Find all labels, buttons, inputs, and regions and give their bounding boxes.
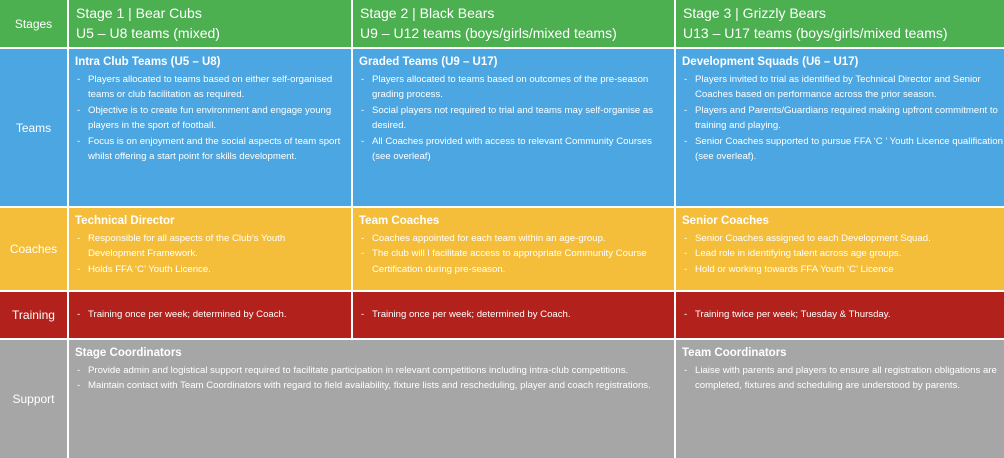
coaches-stage-3 — [676, 208, 1004, 292]
teams-stage-3 — [676, 49, 1004, 208]
list-item: - Players allocated to teams based on outcomes of the pre-season grading process. — [359, 72, 667, 103]
row-label-support: Support — [0, 340, 67, 458]
list-item: - Responsible for all aspects of the Club’s Youth Development Framework. — [75, 231, 344, 262]
list-item: - Social players not required to trial and teams may self-organise as desired. — [359, 103, 667, 134]
support-team-coordinators — [676, 340, 1004, 458]
coaches-stage-2 — [353, 208, 674, 292]
coaches-heading: Technical Director — [75, 215, 175, 227]
row-label-stages: Stages — [0, 0, 67, 49]
stage-subtitle: U9 – U12 teams (boys/girls/mixed teams) — [360, 25, 617, 41]
stage-3-header — [676, 0, 1004, 49]
stage-subtitle: U5 – U8 teams (mixed) — [76, 25, 220, 41]
teams-heading: Graded Teams (U9 – U17) — [359, 56, 498, 68]
coaches-heading: Senior Coaches — [682, 215, 769, 227]
list-item: - Lead role in identifying talent across age groups. — [682, 246, 1003, 261]
list-item: - Senior Coaches assigned to each Development Squad. — [682, 231, 1003, 246]
list-item: - Focus is on enjoyment and the social aspects of team sport whilst offering a start point for skills development. — [75, 134, 344, 165]
training-stage-3 — [676, 292, 1004, 340]
list-item: - Players invited to trial as identified by Technical Director and Senior Coaches based on performance across the prior season. — [682, 72, 1003, 103]
list-item: - Coaches appointed for each team within an age-group. — [359, 231, 667, 246]
list-item: - Maintain contact with Team Coordinators with regard to field availability, fixture lists and rescheduling, player and coach registrations. — [75, 378, 667, 393]
list-item: - Training twice per week; Tuesday & Thursday. — [682, 307, 891, 322]
row-label-teams: Teams — [0, 49, 67, 208]
coaches-heading: Team Coaches — [359, 215, 440, 227]
stage-title: Stage 1 | Bear Cubs — [76, 5, 202, 21]
stage-1-header — [69, 0, 351, 49]
teams-heading: Development Squads (U6 – U17) — [682, 56, 859, 68]
list-item: - Hold or working towards FFA Youth ‘C’ Licence — [682, 262, 1003, 277]
stage-title: Stage 2 | Black Bears — [360, 5, 495, 21]
list-item: - Senior Coaches supported to pursue FFA ‘C ’ Youth Licence qualification (see overleaf). — [682, 134, 1003, 165]
stage-2-header — [353, 0, 674, 49]
row-label-coaches: Coaches — [0, 208, 67, 292]
support-heading: Stage Coordinators — [75, 347, 182, 359]
teams-stage-2 — [353, 49, 674, 208]
coaches-stage-1 — [69, 208, 351, 292]
list-item: - Objective is to create fun environment and engage young players in the sport of football. — [75, 103, 344, 134]
stage-title: Stage 3 | Grizzly Bears — [683, 5, 826, 21]
list-item: - Liaise with parents and players to ensure all registration obligations are completed, fixtures and scheduling are understood by parents. — [682, 363, 1003, 394]
training-stage-1 — [69, 292, 351, 340]
stage-subtitle: U13 – U17 teams (boys/girls/mixed teams) — [683, 25, 948, 41]
list-item: - Training once per week; determined by Coach. — [75, 307, 287, 322]
support-stage-coordinators — [69, 340, 674, 458]
list-item: - Players and Parents/Guardians required making upfront commitment to training and playing. — [682, 103, 1003, 134]
teams-heading: Intra Club Teams (U5 – U8) — [75, 56, 221, 68]
list-item: - Holds FFA ‘C’ Youth Licence. — [75, 262, 344, 277]
list-item: - The club will l facilitate access to appropriate Community Course Certification during pre-season. — [359, 246, 667, 277]
list-item: - Training once per week; determined by Coach. — [359, 307, 571, 322]
teams-stage-1 — [69, 49, 351, 208]
row-label-training: Training — [0, 292, 67, 340]
list-item: - Players allocated to teams based on either self-organised teams or club facilitation as required. — [75, 72, 344, 103]
training-stage-2 — [353, 292, 674, 340]
list-item: - Provide admin and logistical support required to facilitate participation in relevant competitions including intra-club competitions. — [75, 363, 667, 378]
list-item: - All Coaches provided with access to relevant Community Courses (see overleaf) — [359, 134, 667, 165]
support-heading: Team Coordinators — [682, 347, 787, 359]
